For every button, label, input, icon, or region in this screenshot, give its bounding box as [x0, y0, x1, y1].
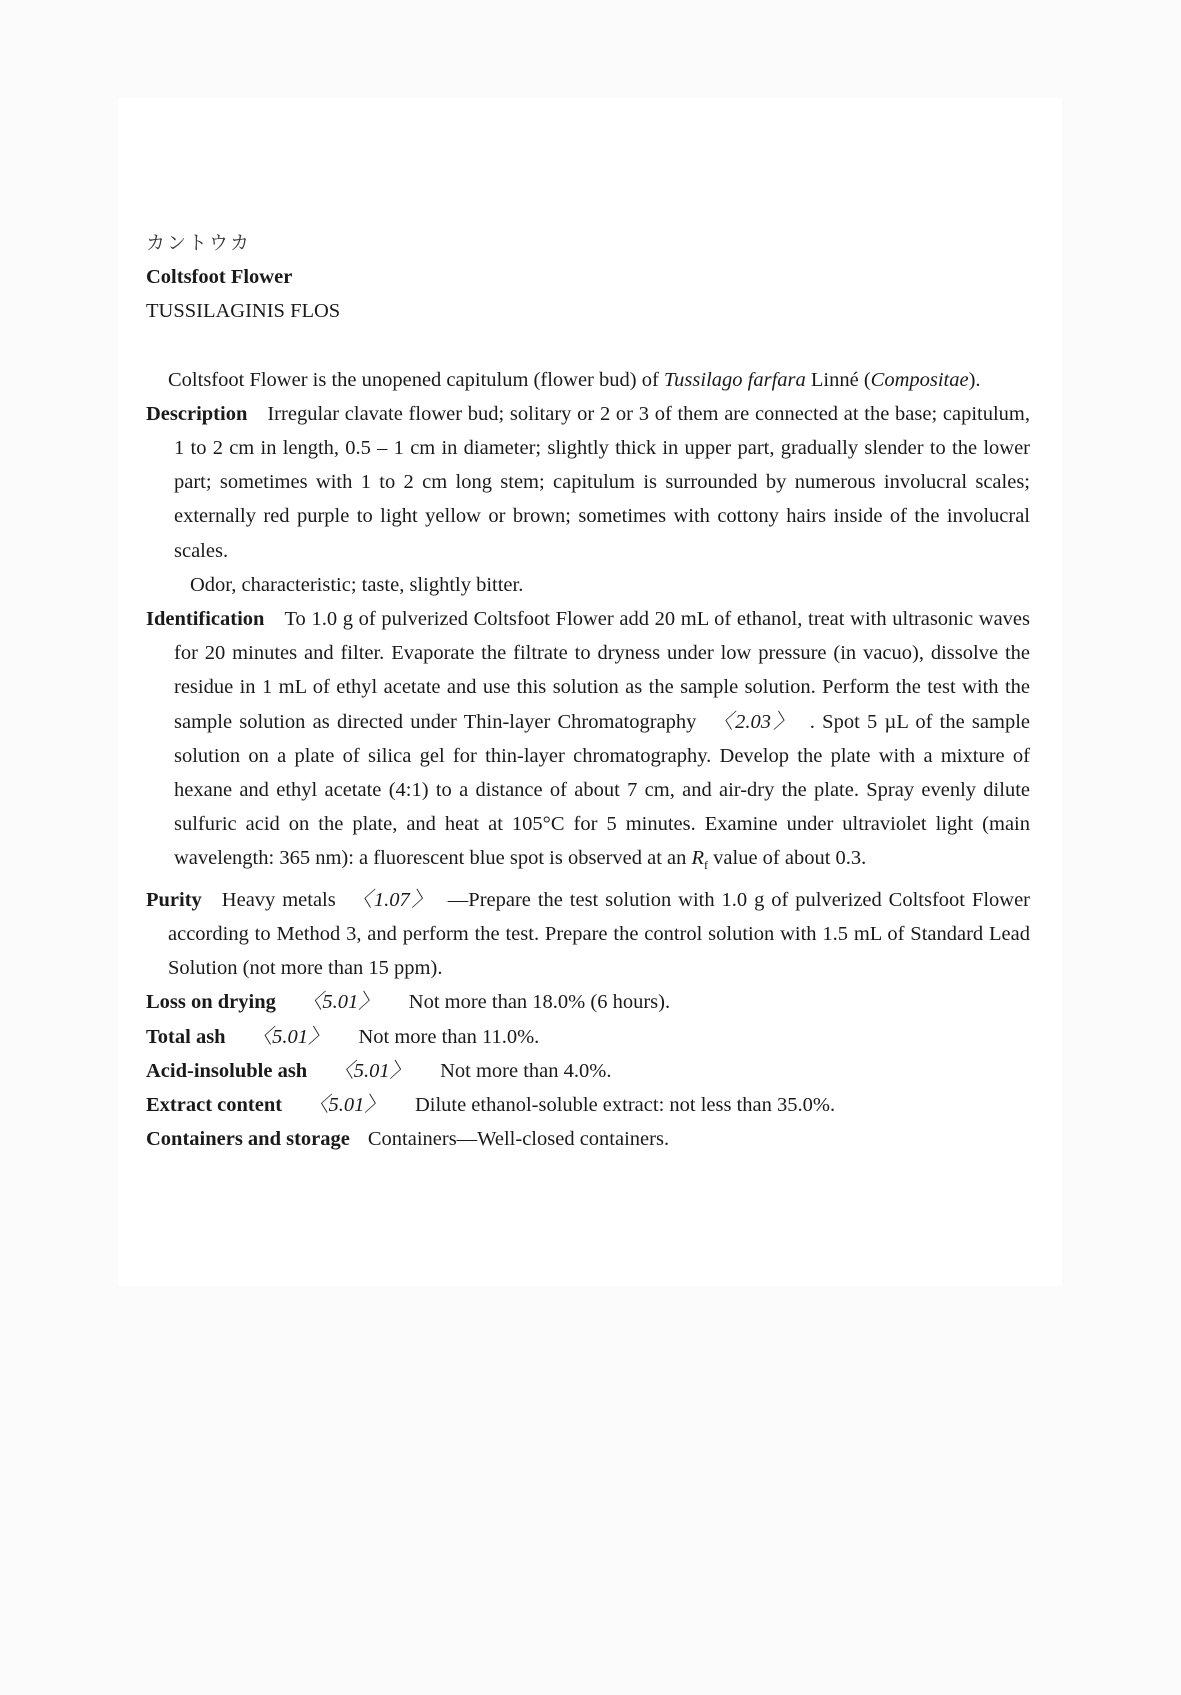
rf-symbol: R: [691, 847, 705, 870]
japanese-name: カントウカ: [146, 232, 252, 254]
acid-insoluble-ash-heading: Acid-insoluble ash: [146, 1059, 308, 1082]
identification-section: [146, 602, 1030, 883]
containers-heading: Containers and storage: [146, 1128, 350, 1151]
containers-text: Containers—Well-closed containers.: [367, 1128, 670, 1151]
extract-content-heading: Extract content: [146, 1093, 283, 1116]
heavy-metals-label: Heavy metals: [221, 888, 336, 911]
rf-subscript: f: [704, 858, 709, 873]
english-name: Coltsfoot Flower: [146, 266, 293, 289]
monograph-content: [146, 226, 1030, 1156]
loss-on-drying-text: Not more than 18.0% (6 hours).: [408, 991, 671, 1014]
identification-text: . Spot 5 µL of the sample solution on a plate of silica gel for thin-layer chromatography. Develop the plate with a mixture of hexane and ethyl acetate (4:1) to a distance of about 7 cm, and air-dry the plate. Spray evenly dilute sulfuric acid on the plate, and heat at 105°C for 5 minutes. Examine under ultraviolet light (main wavelength: 365 nm): a fluorescent blue spot is observed at an: [174, 710, 1030, 870]
odor-text: Odor, characteristic; taste, slightly bitter.: [190, 573, 524, 596]
description-heading: Description: [146, 402, 248, 425]
test-code: 〈5.01〉: [301, 991, 379, 1014]
total-ash-row: [146, 1020, 1030, 1054]
latin-name: TUSSILAGINIS FLOS: [146, 300, 341, 323]
identification-text: To 1.0 g of pulverized Coltsfoot Flower add 20 mL of ethanol, treat with ultrasonic waves for 20 minutes and filter. Evaporate the filtrate to dryness under low pressure (in vacuo), dissolve the residue in 1 mL of ethyl acetate and use this solution as the sample solution. Perform the test with the sample solution as directed under Thin-layer Chromatography: [174, 608, 1030, 733]
test-code: 〈5.01〉: [308, 1093, 385, 1116]
family-name: Compositae: [870, 368, 969, 391]
document-page: [118, 98, 1062, 1286]
identification-text: value of about 0.3.: [708, 847, 867, 870]
description-text: Irregular clavate flower bud; solitary or 2 or 3 of them are connected at the base; capitulum, 1 to 2 cm in length, 0.5 – 1 cm in diameter; slightly thick in upper part, gradually slender to the lower part; sometimes with 1 to 2 cm long stem; capitulum is surrounded by numerous involucral scales; externally red purple to light yellow or brown; sometimes with cottony hairs inside of the involucral scales.: [174, 402, 1030, 562]
loss-on-drying-row: [146, 985, 1030, 1019]
test-code: 〈2.03〉: [710, 710, 796, 733]
loss-on-drying-heading: Loss on drying: [146, 991, 276, 1014]
test-code: 〈1.07〉: [349, 888, 434, 911]
test-code: 〈5.01〉: [333, 1059, 411, 1082]
acid-insoluble-ash-text: Not more than 4.0%.: [440, 1059, 612, 1082]
intro-paragraph: [146, 363, 1030, 397]
total-ash-text: Not more than 11.0%.: [358, 1025, 540, 1048]
identification-heading: Identification: [146, 608, 265, 631]
extract-content-row: [146, 1088, 1030, 1122]
intro-text: Coltsfoot Flower is the unopened capitulum (flower bud) of: [168, 368, 664, 391]
acid-insoluble-ash-row: [146, 1054, 1030, 1088]
spacer: [146, 329, 1030, 363]
purity-text: —Prepare the test solution with 1.0 g of pulverized Coltsfoot Flower according to Method 3, and perform the test. Prepare the control solution with 1.5 mL of Standard Lead Solution (not more than 15 ppm).: [168, 888, 1030, 980]
intro-text: ).: [968, 368, 981, 391]
species-name: Tussilago farfara: [663, 368, 806, 391]
description-section: [146, 397, 1030, 568]
extract-content-text: Dilute ethanol-soluble extract: not less than 35.0%.: [414, 1093, 836, 1116]
total-ash-heading: Total ash: [146, 1025, 226, 1048]
purity-heading: Purity: [146, 888, 202, 911]
purity-section: [146, 883, 1030, 986]
intro-text: Linné (: [805, 368, 871, 391]
test-code: 〈5.01〉: [251, 1025, 329, 1048]
containers-row: [146, 1122, 1030, 1156]
